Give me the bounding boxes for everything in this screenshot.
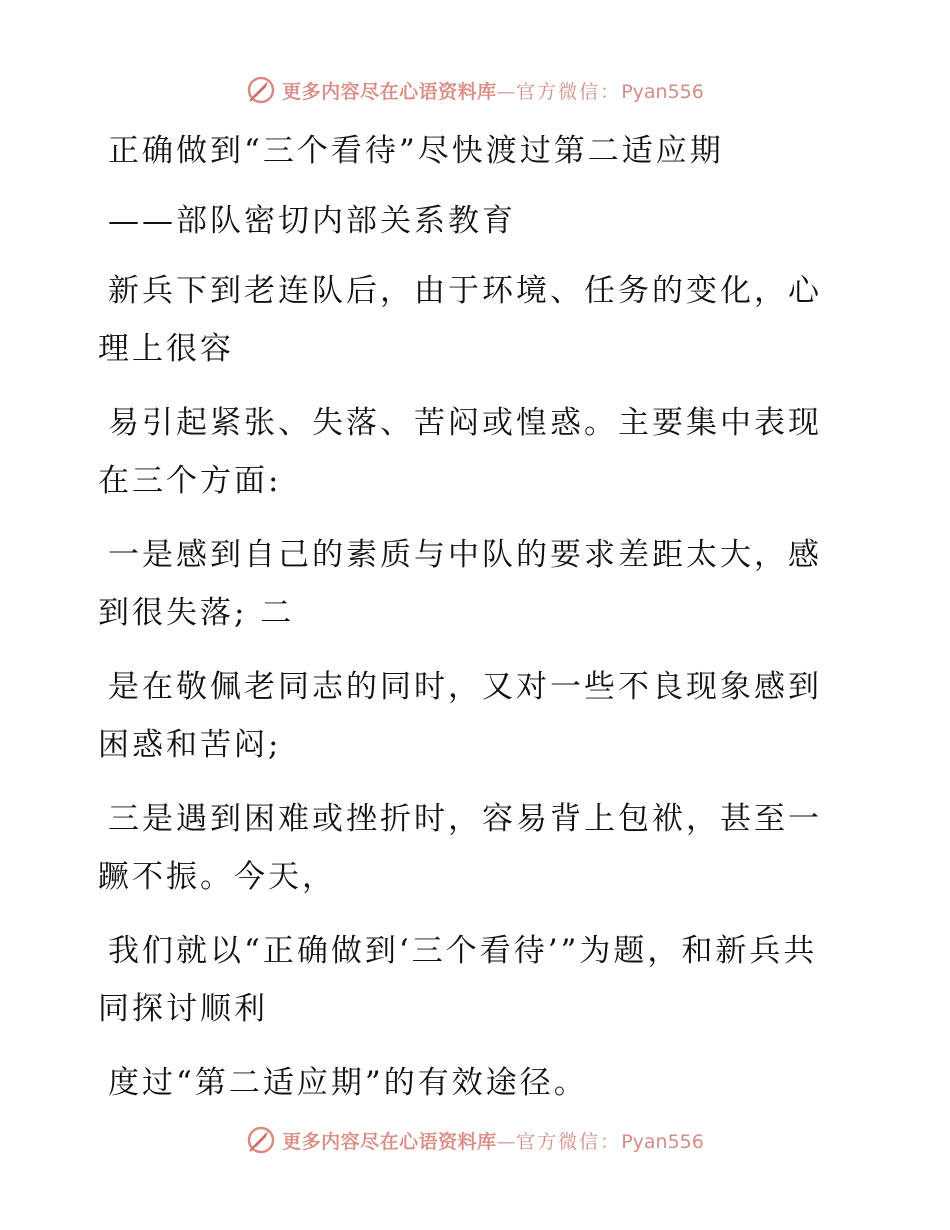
paragraph: 一是感到自己的素质与中队的要求差距太大，感到很失落; 二 (98, 537, 822, 631)
watermark-text (282, 77, 704, 104)
document-body (98, 122, 828, 1128)
quill-logo-icon (246, 75, 276, 105)
quill-logo-icon (246, 1125, 276, 1155)
paragraph: 我们就以“正确做到‘三个看待’”为题，和新兵共同探讨顺利 (98, 933, 818, 1027)
paragraph: 是在敬佩老同志的同时，又对一些不良现象感到困惑和苦闷; (98, 669, 822, 763)
document-title: 正确做到“三个看待”尽快渡过第二适应期 (108, 133, 724, 169)
watermark-wechat-label: 官方微信： (516, 1130, 622, 1153)
paragraph: 三是遇到困难或挫折时，容易背上包袱，甚至一蹶不振。今天， (98, 801, 822, 895)
header-watermark (0, 70, 950, 110)
paragraph: 度过“第二适应期”的有效途径。 (108, 1065, 588, 1101)
watermark-separator: — (496, 80, 517, 103)
watermark-text (282, 1127, 704, 1154)
watermark-wechat-id: Pyan556 (621, 1130, 704, 1153)
paragraph: 新兵下到老连队后，由于环境、任务的变化，心理上很容 (98, 273, 822, 367)
watermark-wechat-id: Pyan556 (621, 80, 704, 103)
watermark-wechat-label: 官方微信： (516, 80, 622, 103)
watermark-separator: — (496, 1130, 517, 1153)
document-subtitle: ——部队密切内部关系教育 (108, 203, 516, 239)
paragraph: 易引起紧张、失落、苦闷或惶惑。主要集中表现在三个方面: (98, 405, 822, 499)
watermark-site-text: 更多内容尽在心语资料库 (282, 1130, 497, 1153)
watermark-site-text: 更多内容尽在心语资料库 (282, 80, 497, 103)
footer-watermark (0, 1120, 950, 1160)
